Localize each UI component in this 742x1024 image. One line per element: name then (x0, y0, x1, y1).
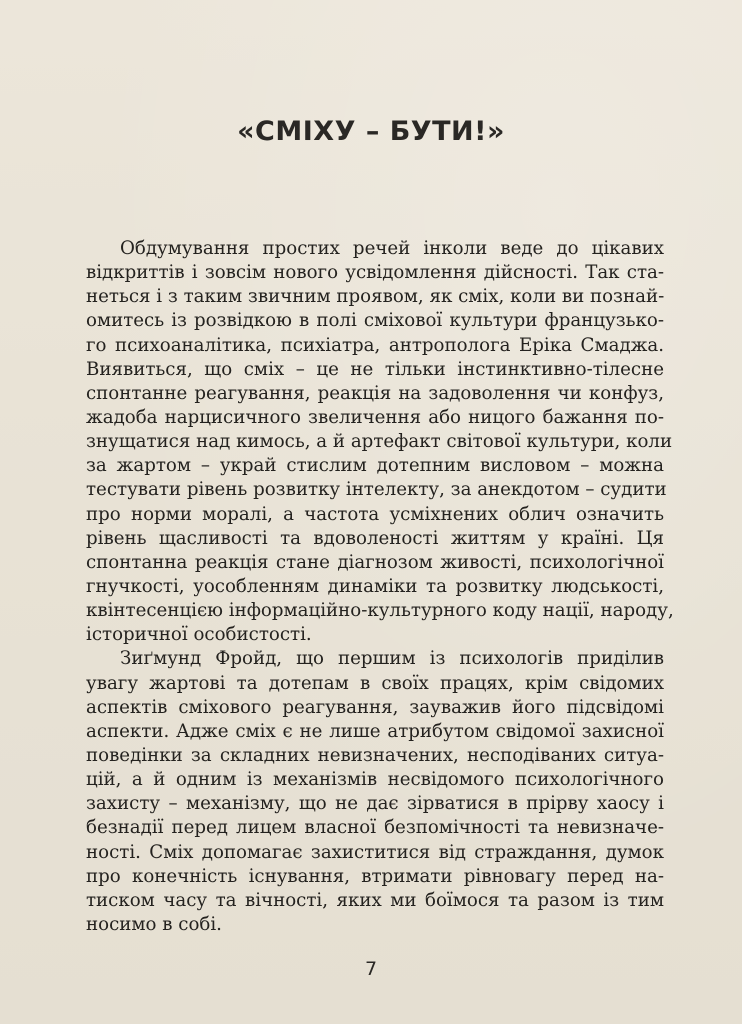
paragraph (86, 237, 674, 647)
text-line: ності. Сміх допомагає захиститися від страждання, думок (86, 841, 664, 863)
text-line: захисту – механізму, що не дає зірватися в прірву хаосу і (86, 793, 664, 815)
text-line: Обдумування простих речей інколи веде до цікавих (120, 238, 664, 259)
text-line: Виявиться, що сміх – це не тільки інстинктивно-тілесне (86, 358, 664, 380)
text-line: гнучкості, уособленням динаміки та розвитку людськості, (86, 575, 664, 597)
text-line: цій, а й одним із механізмів несвідомого психологічного (86, 769, 664, 791)
text-line: Зиґмунд Фройд, що першим із психологів приділив (120, 648, 664, 670)
body-text (86, 237, 674, 937)
text-line: аспектів сміхового реагування, зауважив його підсвідомі (86, 696, 664, 718)
text-line: безнадії перед лицем власної безпомічності та невизначе- (86, 817, 664, 839)
text-line: історичної особистості. (86, 624, 312, 646)
page-number: 7 (364, 958, 378, 980)
text-line: увагу жартові та дотепам в своїх працях, крім свідомих (86, 672, 664, 694)
text-line: відкриттів і зовсім нового усвідомлення дійсності. Так ста- (86, 262, 664, 284)
text-line: тиском часу та вічності, яких ми боїмося та разом із тим (86, 889, 664, 911)
text-line: рівень щасливості та вдоволеності життям у країні. Ця (86, 527, 664, 549)
text-line: поведінки за складних невизначених, несподіваних ситуа- (86, 744, 664, 766)
text-line: носимо в собі. (86, 913, 222, 935)
text-line: про норми моралі, а частота усміхнених облич означить (86, 503, 664, 525)
text-line: тестувати рівень розвитку інтелекту, за анекдотом – судити (86, 479, 667, 501)
text-line: спонтанна реакція стане діагнозом живості, психологічної (86, 551, 664, 573)
text-line: омитесь із розвідкою в полі сміхової культури французько- (86, 310, 664, 332)
text-line: аспекти. Адже сміх є не лише атрибутом свідомої захисної (86, 720, 664, 742)
text-line: про конечність існування, втримати рівновагу перед на- (86, 865, 664, 887)
chapter-title: «СМІХУ – БУТИ!» (237, 116, 505, 147)
text-line: жадоба нарцисичного звеличення або ницого бажання по- (86, 406, 664, 428)
paragraph (86, 647, 664, 937)
text-line: го психоаналітика, психіатра, антрополога Еріка Смаджа. (86, 334, 664, 356)
text-line: неться і з таким звичним проявом, як сміх, коли ви познай- (86, 286, 665, 308)
text-line: знущатися над кимось, а й артефакт світової культури, коли (86, 431, 673, 453)
text-line: за жартом – украй стислим дотепним висловом – можна (86, 455, 664, 477)
text-line: спонтанне реагування, реакція на задоволення чи конфуз, (86, 382, 664, 404)
text-line: квінтесенцією інформаційно-культурного коду нації, народу, (86, 600, 674, 622)
